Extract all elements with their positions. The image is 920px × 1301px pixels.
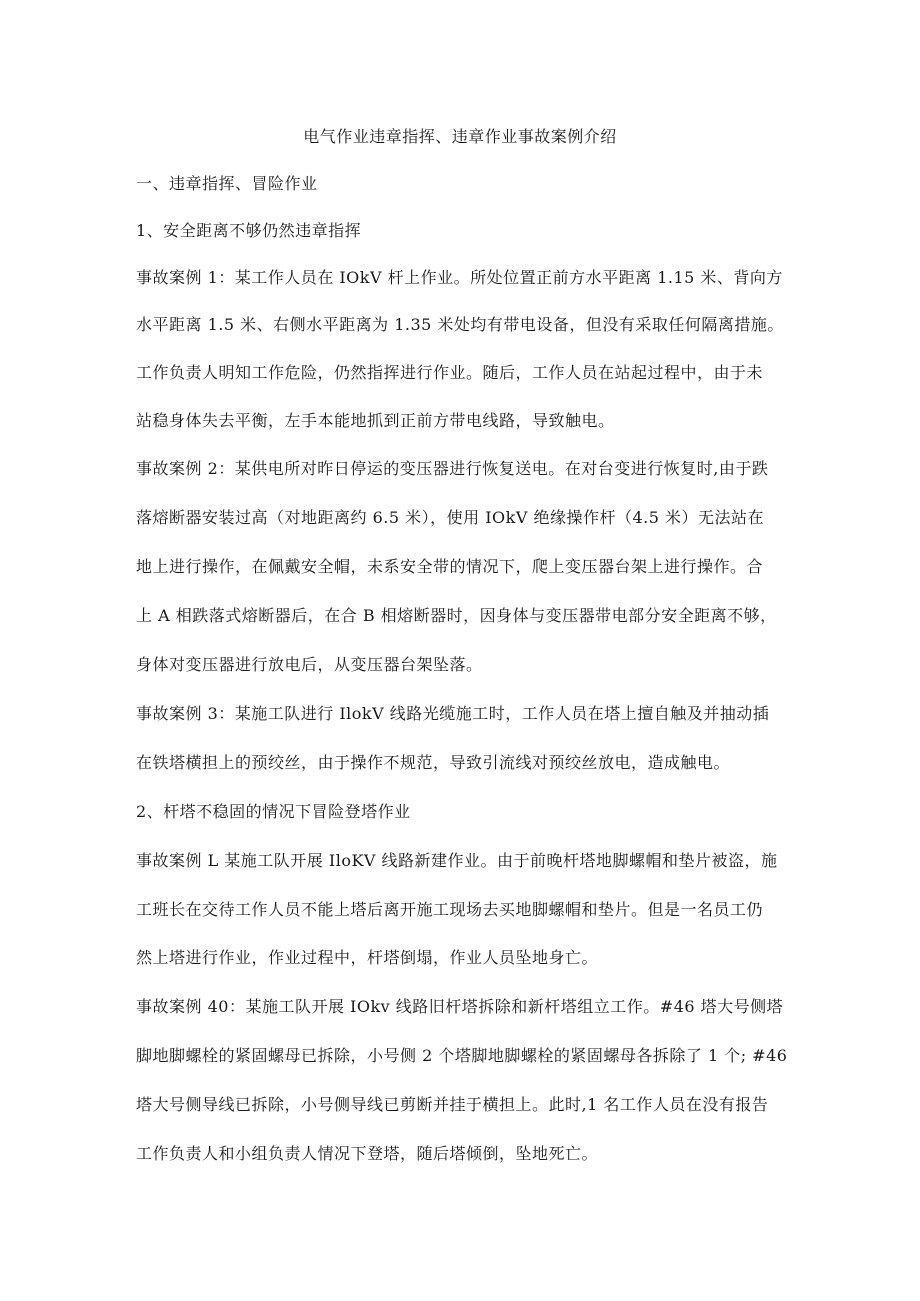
paragraph-line: 落熔断器安装过高（对地距离约 6.5 米），使用 IOkV 绝缘操作杆（4.5 米）无法站在 — [136, 508, 765, 527]
paragraph-line: 事故案例 40：某施工队开展 IOkv 线路旧杆塔拆除和新杆塔组立工作。#46 塔大号侧塔 — [136, 997, 784, 1016]
paragraph-line: 在铁塔横担上的预绞丝，由于操作不规范，导致引流线对预绞丝放电，造成触电。 — [136, 753, 731, 772]
paragraph-line: 事故案例 2：某供电所对昨日停运的变压器进行恢复送电。在对台变进行恢复时,由于跌 — [136, 459, 769, 478]
paragraph-line: 工作负责人明知工作危险，仍然指挥进行作业。随后，工作人员在站起过程中，由于未 — [136, 363, 764, 382]
document-title: 电气作业违章指挥、违章作业事故案例介绍 — [303, 127, 617, 146]
paragraph-line: 水平距离 1.5 米、右侧水平距离为 1.35 米处均有带电设备，但没有采取任何隔离措施。 — [136, 315, 784, 334]
paragraph-line: 工作负责人和小组负责人情况下登塔，随后塔倾倒，坠地死亡。 — [136, 1144, 599, 1163]
paragraph-line: 站稳身体失去平衡，左手本能地抓到正前方带电线路，导致触电。 — [136, 411, 615, 430]
section-heading: 一、违章指挥、冒险作业 — [136, 174, 318, 193]
paragraph-line: 工班长在交待工作人员不能上塔后离开施工现场去买地脚螺帽和垫片。但是一名员工仍 — [136, 900, 764, 919]
paragraph-line: 上 A 相跌落式熔断器后，在合 B 相熔断器时，因身体与变压器带电部分安全距离不够， — [136, 606, 777, 625]
subsection-heading: 1、安全距离不够仍然违章指挥 — [136, 221, 362, 240]
paragraph-line: 事故案例 3：某施工队进行 IlokV 线路光缆施工时，工作人员在塔上擅自触及并抽动插 — [136, 704, 770, 723]
paragraph-line: 事故案例 L 某施工队开展 IloKV 线路新建作业。由于前晚杆塔地脚螺帽和垫片被盗，施 — [136, 851, 778, 870]
paragraph-line: 然上塔进行作业，作业过程中，杆塔倒塌，作业人员坠地身亡。 — [136, 948, 599, 967]
paragraph-line: 事故案例 1：某工作人员在 IOkV 杆上作业。所处位置正前方水平距离 1.15 米、背向方 — [136, 268, 783, 287]
subsection-heading: 2、杆塔不稳固的情况下冒险登塔作业 — [136, 802, 411, 821]
paragraph-line: 塔大号侧导线已拆除，小号侧导线已剪断并挂于横担上。此时,1 名工作人员在没有报告 — [136, 1095, 769, 1114]
paragraph-line: 脚地脚螺栓的紧固螺母已拆除，小号侧 2 个塔脚地脚螺栓的紧固螺母各拆除了 1 个; #46 — [136, 1046, 788, 1065]
paragraph-line: 身体对变压器进行放电后，从变压器台架坠落。 — [136, 655, 483, 674]
paragraph-line: 地上进行操作，在佩戴安全帽，未系安全带的情况下，爬上变压器台架上进行操作。合 — [136, 557, 764, 576]
